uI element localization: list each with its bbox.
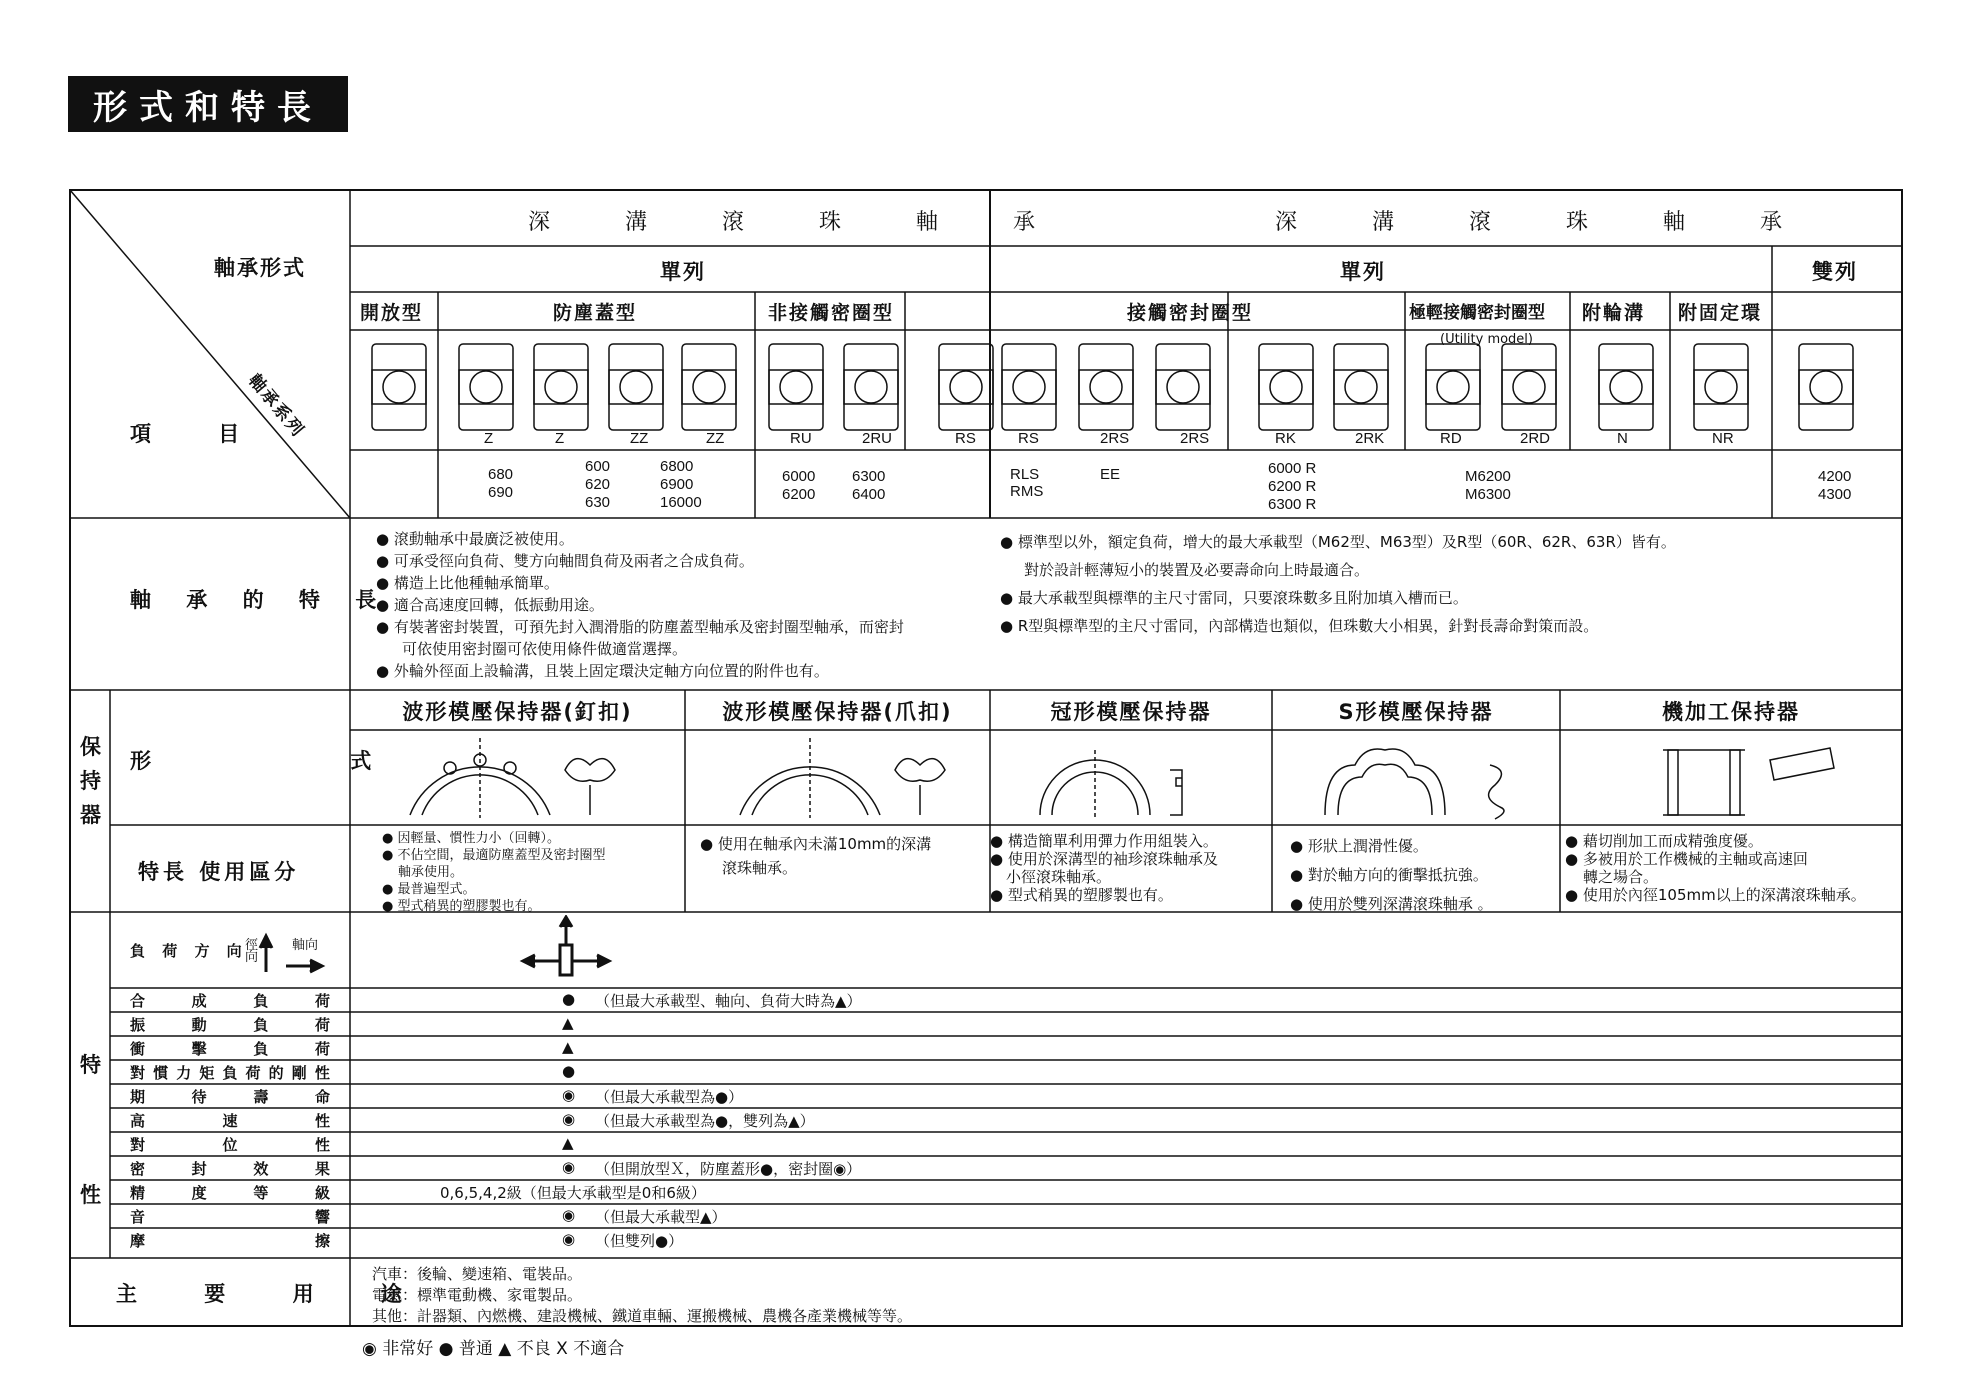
features-label: 軸 承 的 特 長 (130, 588, 391, 612)
cage-notes-2: ● 構造簡單利用彈力作用組裝入。 ● 使用於深溝型的袖珍滾珠軸承及 小徑滾珠軸承。 ● 型式稍異的塑膠製也有。 (990, 832, 1218, 904)
suffix-code: RD (1440, 430, 1462, 447)
char-row-mark: ▲ (562, 1134, 574, 1152)
cage-notes-1: ● 使用在軸承內未滿10mm的深溝 滾珠軸承。 (700, 835, 932, 877)
suffix-code: RK (1275, 430, 1296, 447)
char-row-label: 合 成 負 荷 (130, 992, 330, 1010)
char-row-mark: ◉ (562, 1110, 576, 1128)
cage-usage-label: 特長 使用區分 (138, 860, 300, 884)
char-row-note: （但最大承載型▲） (595, 1208, 727, 1226)
bearing-icon (1330, 340, 1392, 435)
char-row-label: 對 慣 力 矩 負 荷 的 剛 性 (130, 1064, 330, 1082)
char-row-label: 振 動 負 荷 (130, 1016, 330, 1034)
suffix-code: RS (955, 430, 976, 447)
cage-group-label: 保 持 器 (80, 735, 103, 827)
suffix-code: N (1617, 430, 1628, 447)
suffix-code: RU (790, 430, 812, 447)
bearing-icon (998, 340, 1060, 435)
series-r: 6000 R 6200 R 6300 R (1268, 460, 1317, 513)
char-row-note: （但最大承載型為●，雙列為▲） (595, 1112, 815, 1130)
char-row-note: （但最大承載型、軸向、負荷大時為▲） (595, 992, 862, 1010)
bearing-icon (840, 340, 902, 435)
char-row-mark: ◉ (562, 1206, 576, 1224)
load-direction-arrows-icon (515, 915, 620, 985)
bearing-icon (1422, 340, 1484, 435)
legend: ◉ 非常好 ● 普通 ▲ 不良 X 不適合 (362, 1339, 625, 1359)
bearing-icon (1690, 340, 1752, 435)
suffix-code: 2RS (1180, 430, 1210, 447)
char-row-label: 摩 擦 (130, 1232, 330, 1250)
char-row-label: 對 位 性 (130, 1136, 330, 1154)
char-row-mark: ▲ (562, 1038, 574, 1056)
char-row-note: （但雙列●） (595, 1232, 684, 1250)
header-double-row: 雙列 (1812, 260, 1858, 284)
char-row-label: 音 響 (130, 1208, 330, 1226)
cage-type-2: 冠形模壓保持器 (1050, 700, 1212, 724)
header-series: 軸承系列 (243, 370, 309, 442)
char-row-note: （但最大承載型為●） (595, 1088, 744, 1106)
char-row-label: 衝 擊 負 荷 (130, 1040, 330, 1058)
col-shield: 防塵蓋型 (553, 302, 638, 324)
header-right-group: 深 溝 滾 珠 軸 承 (1275, 210, 1816, 235)
series-open: 680 690 (488, 466, 514, 501)
char-row-label: 密 封 效 果 (130, 1160, 330, 1178)
cage-notes-3: ● 形狀上潤滑性優。 ● 對於軸方向的衝擊抵抗強。 ● 使用於雙列深溝滾珠軸承 。 (1290, 837, 1493, 913)
char-row-label: 精 度 等 級 (130, 1184, 330, 1202)
features-right-list: ● 標準型以外，額定負荷，增大的最大承載型（M62型、M63型）及R型（60R、62R、63R）皆有。 對於設計輕薄短小的裝置及必要壽命向上時最適合。 ● 最大承載型與標準的主尺寸雷同，只要滾珠數多且附加填入槽而已。 ● R型與標準型的主尺寸雷同，內部構造也類似，但珠數大小相異，針對長壽命對策而設。 (1000, 533, 1676, 635)
char-row-mark: ▲ (562, 1014, 574, 1032)
suffix-code: Z (484, 430, 494, 447)
series-double: 4200 4300 (1818, 468, 1852, 503)
page-title: 形式和特長 (68, 76, 348, 132)
char-row-label: 高 速 性 (130, 1112, 330, 1130)
series-m: M6200 M6300 (1465, 468, 1511, 503)
suffix-code: 2RD (1520, 430, 1551, 447)
suffix-code: ZZ (630, 430, 649, 447)
header-item: 項 目 (130, 422, 270, 446)
col-contact: 接觸密封圈型 (1127, 302, 1254, 324)
series-nc-a: 6000 6200 (782, 468, 816, 503)
char-row-label: 期 待 壽 命 (130, 1088, 330, 1106)
bearing-icon (530, 340, 592, 435)
usage-lines: 汽車：後輪、變速箱、電裝品。 電氣：標準電動機、家電製品。 其他：計器類、內燃機、建設機械、鐵道車輛、運搬機械、農機各產業機械等等。 (372, 1265, 913, 1325)
header-single-row: 單列 (660, 260, 706, 284)
series-shield-b: 6800 6900 16000 (660, 458, 702, 511)
cage-drawings (350, 730, 1902, 825)
bearing-icon (1795, 340, 1857, 435)
header-left-group: 深 溝 滾 珠 軸 承 (528, 210, 1069, 235)
series-shield-a: 600 620 630 (585, 458, 611, 511)
bearing-icon (678, 340, 740, 435)
cage-form-label: 形 式 (130, 749, 468, 773)
col-light-contact: 極輕接觸密封圈型 (1409, 303, 1545, 323)
radial-label: 徑向 (245, 938, 259, 965)
bearing-icon (1152, 340, 1214, 435)
load-direction-label: 負 荷 方 向 (130, 942, 248, 960)
axial-label: 軸向 (292, 938, 319, 953)
char-row-mark: ● (562, 1062, 576, 1080)
suffix-code: NR (1712, 430, 1734, 447)
bearing-icon (1595, 340, 1657, 435)
bearing-icon (1075, 340, 1137, 435)
char-group-label: 特 性 (80, 1053, 103, 1207)
bearing-icon (368, 340, 430, 435)
cage-type-3: S形模壓保持器 (1338, 700, 1494, 724)
cage-notes-0: ● 因輕量、慣性力小（回轉）。 ● 不佔空間，最適防塵蓋型及密封圈型 軸承使用。 ● 最普遍型式。 ● 型式稍異的塑膠製也有。 (382, 831, 606, 914)
bearing-icon (1498, 340, 1560, 435)
char-row-mark: ● (562, 990, 576, 1008)
suffix-code: 2RS (1100, 430, 1130, 447)
cage-type-0: 波形模壓保持器(釘扣) (402, 700, 633, 724)
suffix-code: 2RK (1355, 430, 1385, 447)
bearing-icon (935, 340, 997, 435)
col-non-contact: 非接觸密圈型 (768, 302, 895, 324)
col-snap-ring: 附固定環 (1678, 302, 1763, 324)
series-ee: EE (1100, 466, 1121, 483)
header-single-row-right: 單列 (1340, 260, 1386, 284)
load-direction-icon (258, 930, 328, 975)
usage-label: 主 要 用 途 (116, 1282, 432, 1306)
suffix-code: ZZ (706, 430, 725, 447)
series-nc-b: 6300 6400 (852, 468, 886, 503)
char-row-mark: ◉ (562, 1086, 576, 1104)
suffix-code: Z (555, 430, 565, 447)
cage-type-4: 機加工保持器 (1662, 700, 1800, 724)
bearing-icon (1255, 340, 1317, 435)
suffix-code: 2RU (862, 430, 893, 447)
cage-type-1: 波形模壓保持器(爪扣) (722, 700, 953, 724)
bearing-icon (605, 340, 667, 435)
cage-notes-4: ● 藉切削加工而成精強度優。 ● 多被用於工作機械的主軸或高速回 轉之場合。 ● 使用於內徑105mm以上的深溝滾珠軸承。 (1565, 832, 1866, 904)
header-bearing-type: 軸承形式 (214, 256, 306, 280)
features-left-list: ● 滾動軸承中最廣泛被使用。 ● 可承受徑向負荷、雙方向軸間負荷及兩者之合成負荷。 ● 構造上比他種軸承簡單。 ● 適合高速度回轉，低振動用途。 ● 有裝著密封裝置，可預先封入潤滑脂的防塵蓋型軸承及密封圈型軸承，而密封 可依使用密封圈可依使用條件做適當選擇。 ● 外輪外徑面上設輪溝，且裝上固定環決定軸方向位置的附件也有。 (376, 530, 904, 680)
bearing-icon (455, 340, 517, 435)
char-row-mark: ◉ (562, 1158, 576, 1176)
col-open: 開放型 (360, 302, 424, 324)
suffix-code: RS (1018, 430, 1039, 447)
bearing-icon (765, 340, 827, 435)
col-utility-note: (Utility model) (1440, 332, 1533, 347)
series-rls: RLS RMS (1010, 466, 1044, 500)
char-row-note: （但開放型Ｘ，防塵蓋形●，密封圈◉） (595, 1160, 862, 1178)
char-row-note: 0,6,5,4,2級（但最大承載型是0和6級） (440, 1184, 706, 1202)
col-groove: 附輪溝 (1582, 302, 1646, 324)
char-row-mark: ◉ (562, 1230, 576, 1248)
